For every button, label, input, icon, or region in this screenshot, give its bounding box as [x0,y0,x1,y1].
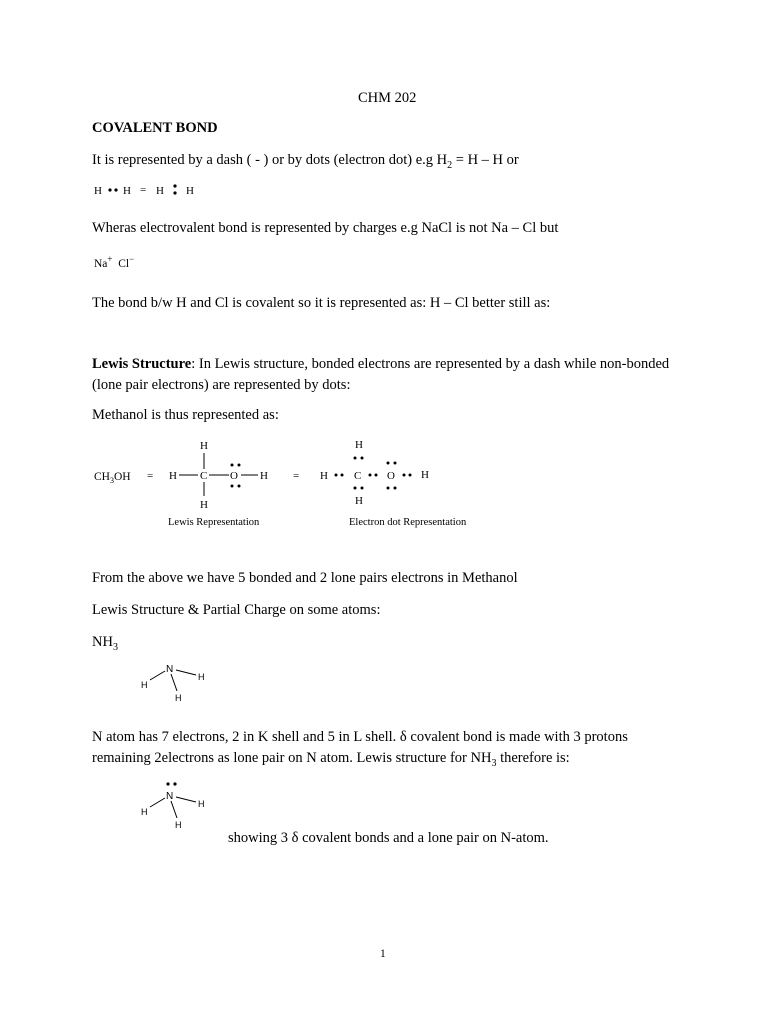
electron-dot [409,474,412,477]
dot-atom-h-top: H [355,439,363,451]
nh3-structure [138,660,218,704]
lone-pair-dot [231,485,234,488]
electron-dot [361,457,364,460]
paragraph-lewis-structure [92,354,682,396]
h2-right-h-2: H [186,185,194,197]
bond-n-h-left [150,798,165,807]
electron-dot [375,474,378,477]
atom-n: N [166,791,174,802]
h2-left-h-2: H [156,185,164,197]
lone-pair-dot [387,487,390,490]
lone-pair-dot [394,462,397,465]
paragraph-dash-representation [92,150,519,176]
chloride-ion: Cl [118,257,130,270]
methanol-formula: $CH_3OH$ [94,471,131,485]
lone-pair-dot [238,464,241,467]
atom-o: O [230,470,238,482]
nh3-lone-pair-structure [138,780,218,830]
lewis-text: : In Lewis structure, bonded electrons are represented by a dash while non-bonded (lone pair electrons) are represented by dots: [92,356,670,393]
equals-sign: = [140,184,147,196]
atom-h-left: H [141,807,148,817]
electron-dot [341,474,344,477]
bond-n-h-right [176,797,196,802]
h2-left-h: H [94,185,102,197]
atom-h-right: H [198,672,205,682]
paragraph-n-electrons [92,727,682,774]
course-code: CHM 202 [358,90,417,106]
electron-dot [335,474,338,477]
atom-n: N [166,664,174,675]
electron-dot [354,457,357,460]
atom-h-bottom: H [175,693,182,703]
h2-dot-formula [92,180,212,200]
para6-tail: therefore is: [496,750,570,766]
atom-h-top: H [200,440,208,452]
lone-pair-dot [231,464,234,467]
electron-dot [173,184,176,187]
lone-pair-dot [166,782,169,785]
methanol-diagram [90,434,510,534]
lewis-label: Lewis Structure [92,356,192,372]
atom-h-right: H [260,470,268,482]
paragraph-hcl: The bond b/w H and Cl is covalent so it is represented as: H – Cl better still as: [92,295,551,311]
para6-text: N atom has 7 electrons, 2 in K shell and 5 in L shell. δ covalent bond is made with 3 protons remaining 2electrons as lone pair on N atom. Lewis structure for NH [92,729,628,766]
lone-pair-dot [173,782,176,785]
lone-pair-dot [238,485,241,488]
para1-text: It is represented by a dash ( - ) or by dots (electron dot) e.g H [92,152,448,168]
atom-h-bottom: H [175,820,182,830]
dot-atom-o: O [387,470,395,482]
atom-h-bottom: H [200,499,208,511]
electron-dot [114,188,117,191]
paragraph-partial-charge: Lewis Structure & Partial Charge on some atoms: [92,602,381,618]
equals-sign: = [147,470,154,482]
atom-h-left: H [169,470,177,482]
bond-n-h-bottom [171,674,177,691]
atom-h-right: H [198,799,205,809]
bond-n-h-right [176,670,196,675]
page-number: 1 [380,948,386,960]
nh3-label [92,632,118,658]
bond-n-h-bottom [171,801,177,818]
paragraph-methanol-intro: Methanol is thus represented as: [92,407,279,423]
lone-pair-dot [387,462,390,465]
sodium-charge: + [107,254,113,264]
nh3-sub: 3 [112,641,118,653]
chloride-charge: − [129,254,135,264]
electron-dot [173,191,176,194]
lone-pair-dot [394,487,397,490]
lewis-caption: Lewis Representation [168,517,260,528]
para1-sub: 2 [447,159,453,171]
electron-dot [108,188,111,191]
bond-n-h-left [150,671,165,680]
section-title: COVALENT BOND [92,120,218,136]
h2-right-h: H [123,185,131,197]
dot-atom-h-bottom: H [355,495,363,507]
paragraph-bonded-count: From the above we have 5 bonded and 2 lone pairs electrons in Methanol [92,570,518,586]
sodium-ion: Na [94,257,108,270]
dot-atom-h-left: H [320,470,328,482]
dot-atom-h-right: H [421,469,429,481]
ion-pair [94,254,134,270]
dot-caption: Electron dot Representation [349,517,467,528]
para6-sub: 3 [491,757,497,769]
atom-h-left: H [141,680,148,690]
electron-dot [361,487,364,490]
dot-atom-c: C [354,470,362,482]
electron-dot [369,474,372,477]
atom-c: C [200,470,208,482]
paragraph-lone-pair-note: showing 3 δ covalent bonds and a lone pair on N-atom. [228,830,549,846]
paragraph-electrovalent: Wheras electrovalent bond is represented by charges e.g NaCl is not Na – Cl but [92,220,559,236]
electron-dot [403,474,406,477]
nh3-text: NH [92,634,113,650]
para1-tail: = H – H or [452,152,519,168]
electron-dot [354,487,357,490]
equals-sign-2: = [293,470,300,482]
